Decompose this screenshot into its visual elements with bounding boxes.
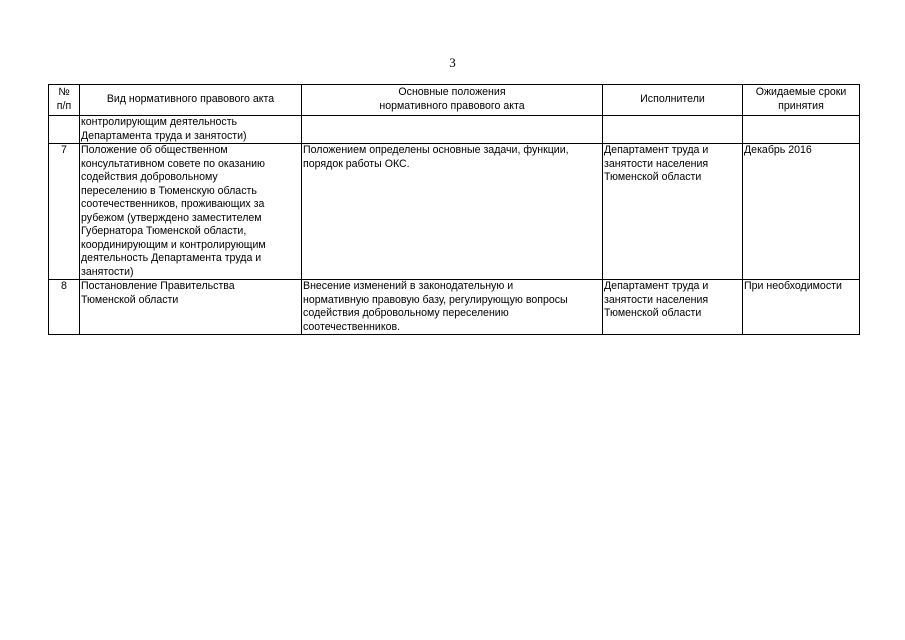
executors-cell (603, 116, 743, 144)
header-executors: Исполнители (603, 85, 743, 116)
provisions-cell: Положением определены основные задачи, функции, порядок работы ОКС. (302, 144, 603, 280)
table-row (49, 116, 860, 144)
row-number: 7 (49, 144, 80, 280)
header-expected-term: Ожидаемые сроки принятия (743, 85, 860, 116)
term-cell: При необходимости (743, 280, 860, 335)
header-act-type: Вид нормативного правового акта (80, 85, 302, 116)
row-number: 8 (49, 280, 80, 335)
page-number: 3 (449, 55, 456, 70)
row-number (49, 116, 80, 144)
provisions-cell: Внесение изменений в законодательную и нормативную правовую базу, регулирующую вопросы содействия добровольному переселению соотечественников. (302, 280, 603, 335)
table-row (49, 280, 860, 335)
legal-acts-table (48, 84, 860, 335)
term-cell: Декабрь 2016 (743, 144, 860, 280)
header-number: № п/п (49, 85, 80, 116)
table-row (49, 144, 860, 280)
table-header-row (49, 85, 860, 116)
act-type-cell: Постановление Правительства Тюменской области (80, 280, 302, 335)
provisions-cell (302, 116, 603, 144)
act-type-cell: Положение об общественном консультативном совете по оказанию содействия добровольному переселению в Тюменскую область соотечественников, проживающих за рубежом (утверждено заместителем Губернатора Тюменской области, координирующим и контролирующим деятельность Департамента труда и занятости) (80, 144, 302, 280)
act-type-cell: контролирующим деятельность Департамента труда и занятости) (80, 116, 302, 144)
executors-cell: Департамент труда и занятости населения Тюменской области (603, 144, 743, 280)
executors-cell: Департамент труда и занятости населения Тюменской области (603, 280, 743, 335)
term-cell (743, 116, 860, 144)
header-main-provisions: Основные положения нормативного правового акта (302, 85, 603, 116)
